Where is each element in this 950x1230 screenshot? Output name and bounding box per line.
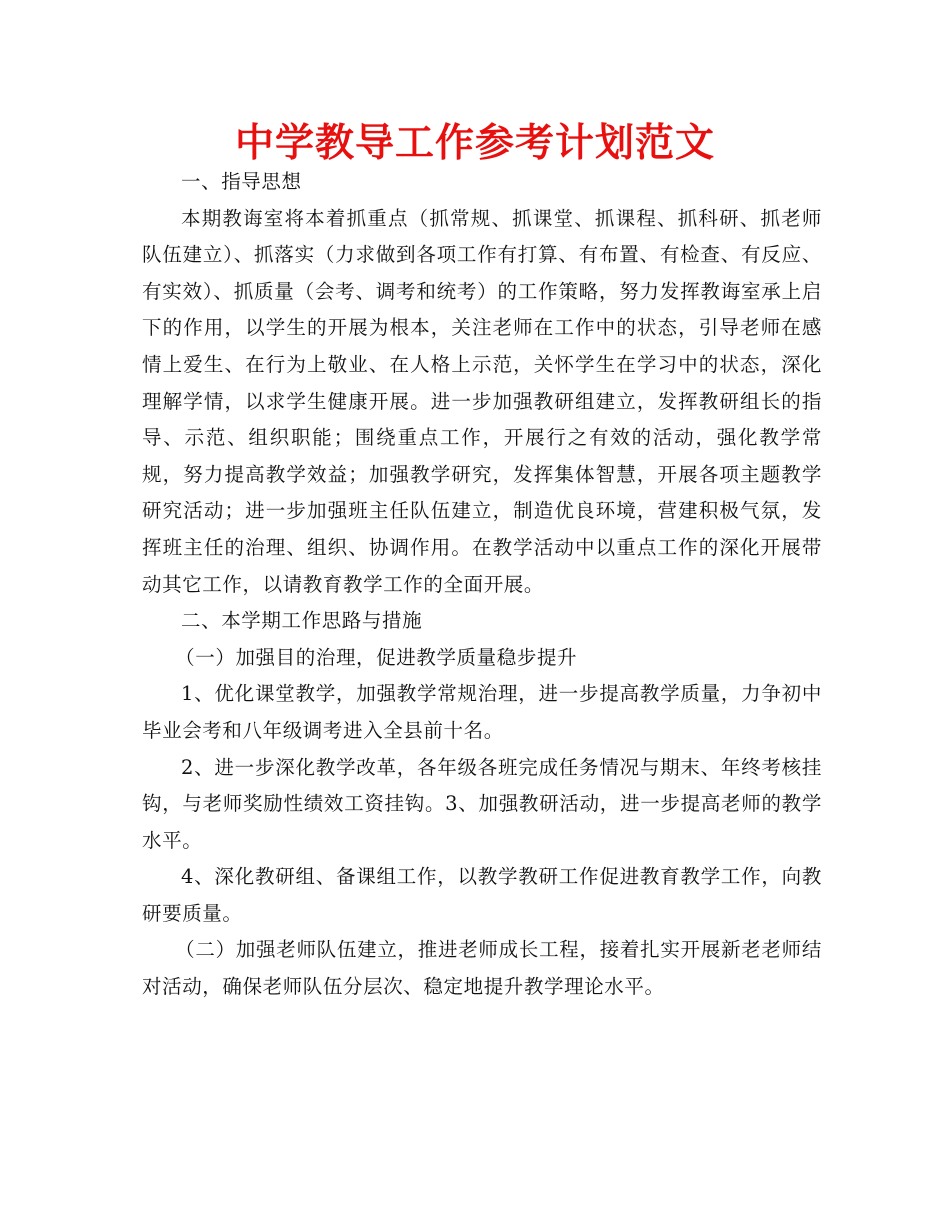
list-item-1: 1、优化课堂教学，加强教学常规治理，进一步提高教学质量，力争初中毕业会考和八年级调考进入全县前十名。 bbox=[142, 682, 822, 742]
subsection-heading-2: （二）加强老师队伍建立，推进老师成长工程，接着扎实开展新老老师结对活动，确保老师队伍分层次、稳定地提升教学理论水平。 bbox=[142, 938, 822, 999]
document-title: 中学教导工作参考计划范文 bbox=[234, 121, 715, 166]
document-body bbox=[142, 164, 822, 1006]
section-heading-work-measures: 二、本学期工作思路与措施 bbox=[181, 609, 423, 633]
paragraph-guiding-ideology: 本期教诲室将本着抓重点（抓常规、抓课堂、抓课程、抓科研、抓老师队伍建立）、抓落实（力求做到各项工作有打算、有布置、有检查、有反应、有实效）、抓质量（会考、调考和统考）的工作策略，努力发挥教诲室承上启下的作用，以学生的开展为根本，关注老师在工作中的状态，引导老师在感情上爱生、在行为上敬业、在人格上示范，关怀学生在学习中的状态，深化理解学情，以求学生健康开展。进一步加强教研组建立，发挥教研组长的指导、示范、组织职能；围绕重点工作，开展行之有效的活动，强化教学常规，努力提高教学效益；加强教学研究，发挥集体智慧，开展各项主题教学研究活动；进一步加强班主任队伍建立，制造优良环境，营建积极气氛，发挥班主任的治理、组织、协调作用。在教学活动中以重点工作的深化开展带动其它工作，以请教育教学工作的全面开展。 bbox=[142, 206, 822, 596]
section-heading-guiding-ideology: 一、指导思想 bbox=[181, 170, 302, 193]
list-item-4: 4、深化教研组、备课组工作，以教学教研工作促进教育教学工作，向教研要质量。 bbox=[142, 865, 822, 925]
subsection-heading-1: （一）加强目的治理，促进教学质量稳步提升 bbox=[175, 645, 578, 669]
list-item-2-3: 2、进一步深化教学改革，各年级各班完成任务情况与期末、年终考核挂钩，与老师奖励性绩效工资挂钩。3、加强教研活动，进一步提高老师的教学水平。 bbox=[142, 755, 822, 852]
